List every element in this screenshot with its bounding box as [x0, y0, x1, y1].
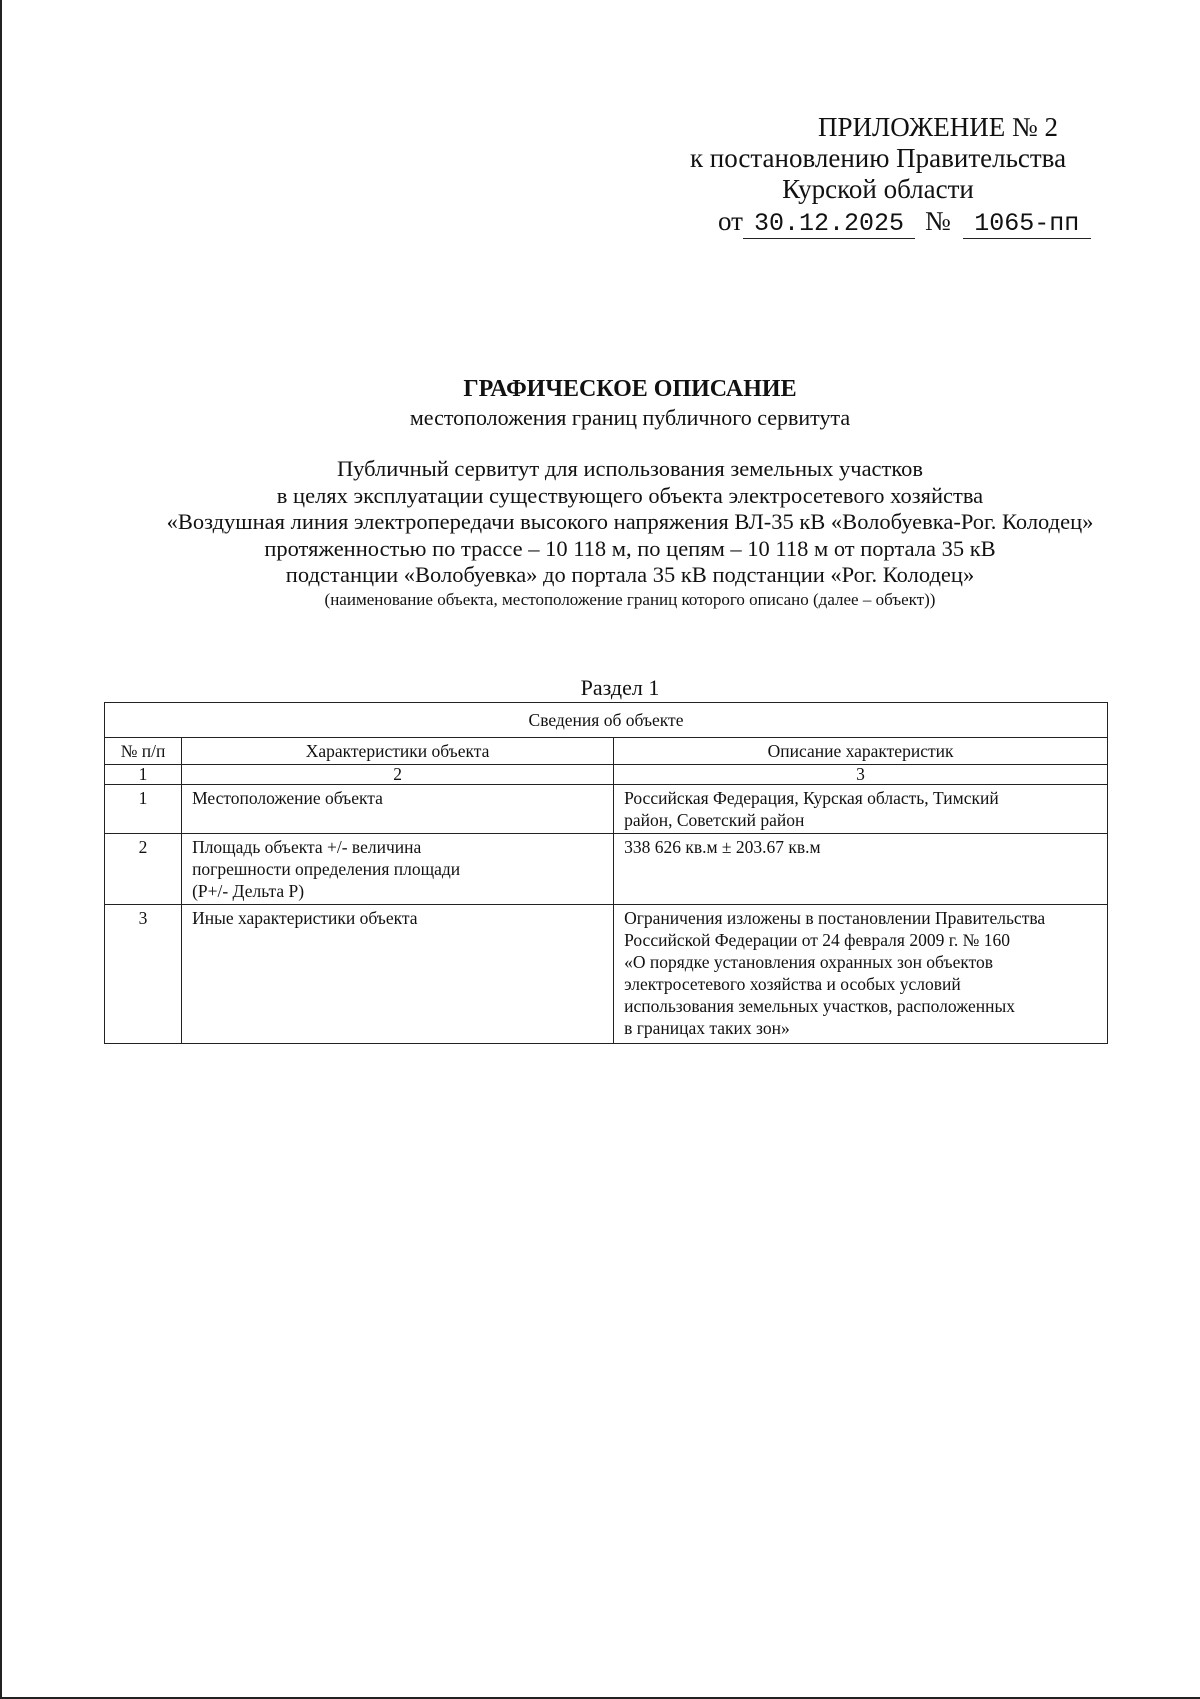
- resolution-date: 30.12.2025: [743, 209, 915, 239]
- section-label: Раздел 1: [580, 675, 660, 700]
- purpose-line: протяженностью по трассе – 10 118 м, по цепям – 10 118 м от портала 35 кВ: [264, 535, 996, 561]
- row-characteristic: Местоположение объекта: [182, 785, 614, 834]
- column-index: 1: [105, 765, 182, 785]
- number-sign: №: [924, 206, 951, 236]
- appendix-region-line: Курской области: [782, 174, 974, 204]
- resolution-number: 1065-пп: [963, 209, 1091, 239]
- date-prefix: от: [718, 206, 743, 236]
- document-title: ГРАФИЧЕСКОЕ ОПИСАНИЕ: [463, 376, 797, 402]
- purpose-line: в целях эксплуатации существующего объекта электросетевого хозяйства: [276, 482, 984, 508]
- object-info-table: [104, 702, 1108, 1044]
- row-description: 338 626 кв.м ± 203.67 кв.м: [614, 834, 1108, 905]
- appendix-header: [648, 112, 1108, 205]
- purpose-line: «Воздушная линия электропередачи высокого напряжения ВЛ-35 кВ «Волобуевка-Рог. Колодец»: [166, 509, 1094, 534]
- purpose-line: Публичный сервитут для использования земельных участков: [336, 456, 924, 481]
- row-characteristic: Иные характеристики объекта: [182, 905, 614, 1044]
- table-caption: Сведения об объекте: [105, 703, 1108, 738]
- document-subtitle: местоположения границ публичного сервитута: [409, 405, 851, 430]
- table-caption-row: [105, 703, 1108, 738]
- table-row: [105, 785, 1108, 834]
- row-number: 2: [105, 834, 182, 905]
- resolution-date-number: [718, 206, 1091, 239]
- purpose-caption: (наименование объекта, местоположение границ которого описано (далее – объект)): [324, 589, 936, 609]
- row-number: 1: [105, 785, 182, 834]
- appendix-title: ПРИЛОЖЕНИЕ № 2: [817, 112, 1059, 142]
- servitude-purpose: [100, 456, 1160, 611]
- header-number: № п/п: [105, 738, 182, 765]
- row-description: Российская Федерация, Курская область, Тимский район, Советский район: [614, 785, 1108, 834]
- scan-edge-left: [0, 0, 2, 1699]
- header-characteristic: Характеристики объекта: [182, 738, 614, 765]
- column-index: 3: [614, 765, 1108, 785]
- table-index-row: [105, 765, 1108, 785]
- table-header-row: [105, 738, 1108, 765]
- purpose-line: подстанции «Волобуевка» до портала 35 кВ подстанции «Рог. Колодец»: [285, 562, 975, 587]
- column-index: 2: [182, 765, 614, 785]
- table-row: [105, 905, 1108, 1044]
- table-row: [105, 834, 1108, 905]
- row-description: Ограничения изложены в постановлении Правительства Российской Федерации от 24 февраля 2009 г. № 160 «О порядке установления охранных зон объектов электросетевого хозяйства и особых условий использования земельных участков, расположенных в границах таких зон»: [614, 905, 1108, 1044]
- appendix-resolution-line: к постановлению Правительства: [689, 143, 1067, 173]
- row-number: 3: [105, 905, 182, 1044]
- header-description: Описание характеристик: [614, 738, 1108, 765]
- row-characteristic: Площадь объекта +/- величина погрешности определения площади (Р+/- Дельта Р): [182, 834, 614, 905]
